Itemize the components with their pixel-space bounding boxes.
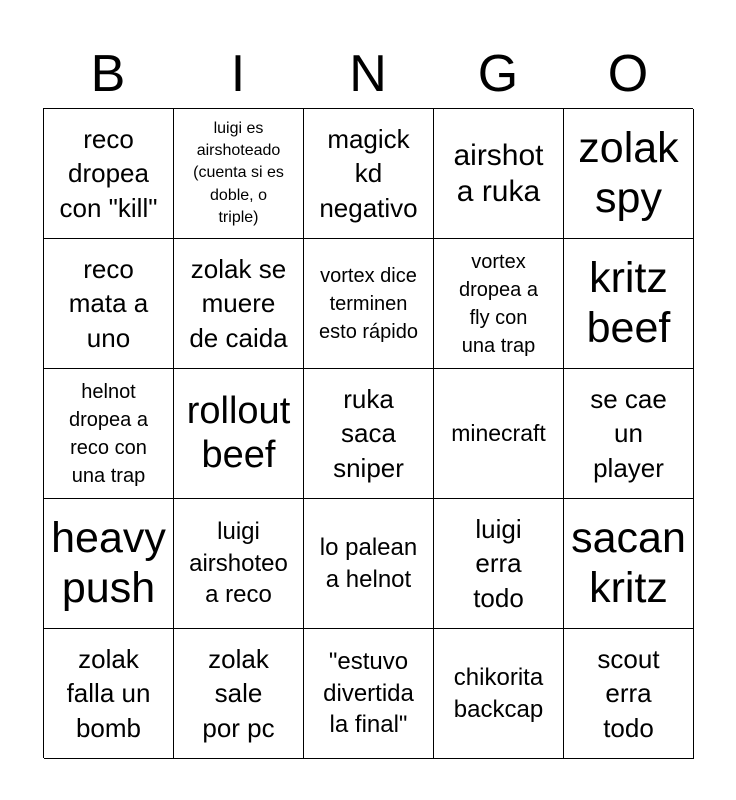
bingo-cell[interactable]: se cae un player <box>564 369 694 499</box>
bingo-cell[interactable]: scout erra todo <box>564 629 694 759</box>
bingo-cell[interactable]: luigi es airshoteado (cuenta si es doble, o triple) <box>174 109 304 239</box>
bingo-cell[interactable]: airshot a ruka <box>434 109 564 239</box>
bingo-cell[interactable]: luigi airshoteo a reco <box>174 499 304 629</box>
header-letter-g: G <box>477 45 519 103</box>
header-letter-n: N <box>349 45 387 103</box>
bingo-cell[interactable]: zolak spy <box>564 109 694 239</box>
bingo-cell[interactable]: magick kd negativo <box>304 109 434 239</box>
bingo-cell[interactable]: "estuvo divertida la final" <box>304 629 434 759</box>
bingo-cell[interactable]: helnot dropea a reco con una trap <box>44 369 174 499</box>
bingo-cell[interactable]: minecraft <box>434 369 564 499</box>
bingo-cell[interactable]: vortex dice terminen esto rápido <box>304 239 434 369</box>
bingo-cell[interactable]: zolak se muere de caida <box>174 239 304 369</box>
bingo-cell[interactable]: zolak falla un bomb <box>44 629 174 759</box>
bingo-cell[interactable]: chikorita backcap <box>434 629 564 759</box>
bingo-header <box>43 40 693 108</box>
header-letter-o: O <box>607 45 649 103</box>
header-letter-i: I <box>230 45 246 103</box>
bingo-cell[interactable]: reco dropea con "kill" <box>44 109 174 239</box>
bingo-cell[interactable]: vortex dropea a fly con una trap <box>434 239 564 369</box>
bingo-cell[interactable]: reco mata a uno <box>44 239 174 369</box>
bingo-cell[interactable]: lo palean a helnot <box>304 499 434 629</box>
bingo-cell[interactable]: zolak sale por pc <box>174 629 304 759</box>
bingo-cell[interactable]: heavy push <box>44 499 174 629</box>
bingo-cell[interactable]: luigi erra todo <box>434 499 564 629</box>
bingo-cell[interactable]: kritz beef <box>564 239 694 369</box>
bingo-cell[interactable]: ruka saca sniper <box>304 369 434 499</box>
header-letter-b: B <box>90 45 126 103</box>
bingo-cell[interactable]: sacan kritz <box>564 499 694 629</box>
bingo-cell[interactable]: rollout beef <box>174 369 304 499</box>
bingo-board <box>43 108 693 758</box>
